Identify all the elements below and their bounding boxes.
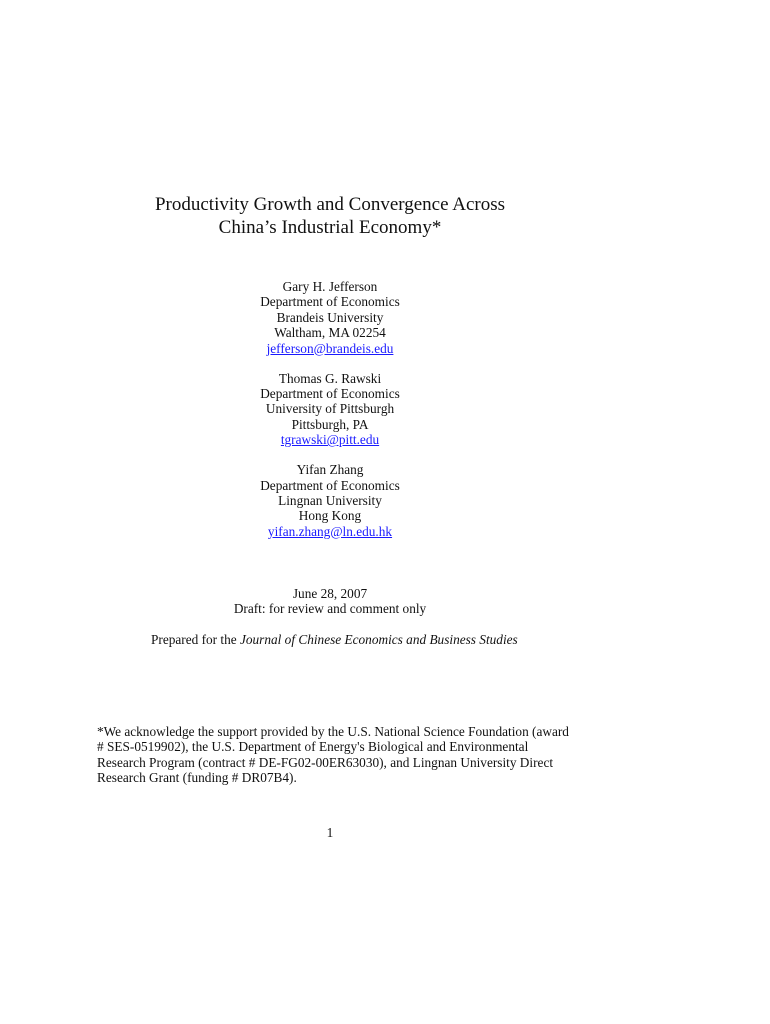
author-list	[180, 279, 480, 554]
author-name: Thomas G. Rawski	[278, 370, 382, 386]
date-block	[180, 586, 480, 617]
author-name: Gary H. Jefferson	[282, 279, 378, 294]
author-block-zhang	[180, 462, 480, 539]
footnote-line: # SES-0519902), the U.S. Department of Energy's Biological and Environmental	[97, 739, 529, 755]
draft-note: Draft: for review and comment only	[233, 601, 427, 617]
author-block-rawski	[180, 371, 480, 448]
title-line-2: China’s Industrial Economy*	[218, 217, 442, 238]
footnote-line: *We acknowledge the support provided by the U.S. National Science Foundation (award	[97, 724, 569, 739]
acknowledgment-footnote	[97, 724, 577, 786]
author-name: Yifan Zhang	[296, 462, 364, 478]
author-department: Department of Economics	[260, 477, 400, 493]
author-email-link[interactable]: yifan.zhang@ln.edu.hk	[267, 523, 393, 539]
author-location: Waltham, MA 02254	[274, 325, 386, 341]
page-number: 1	[326, 825, 334, 840]
author-department: Department of Economics	[260, 386, 400, 402]
author-institution: University of Pittsburgh	[265, 401, 395, 417]
footnote-line: Research Program (contract # DE-FG02-00ER63030), and Lingnan University Direct	[97, 754, 554, 770]
author-email-link[interactable]: tgrawski@pitt.edu	[280, 432, 380, 448]
footnote-line: Research Grant (funding # DR07B4).	[97, 770, 297, 786]
author-institution: Brandeis University	[276, 309, 384, 325]
title-line-1: Productivity Growth and Convergence Across	[154, 194, 506, 215]
author-location: Pittsburgh, PA	[291, 416, 369, 432]
prepared-for-line	[151, 632, 518, 647]
author-block-jefferson	[180, 279, 480, 356]
author-department: Department of Economics	[260, 294, 400, 310]
paper-date: June 28, 2007	[292, 586, 368, 601]
author-institution: Lingnan University	[278, 493, 382, 509]
author-location: Hong Kong	[298, 508, 362, 524]
author-email-link[interactable]: jefferson@brandeis.edu	[266, 340, 394, 356]
journal-name: Journal of Chinese Economics and Business Studies	[239, 632, 518, 647]
prepared-for-prefix: Prepared for the	[151, 632, 240, 647]
paper-title	[130, 193, 530, 239]
